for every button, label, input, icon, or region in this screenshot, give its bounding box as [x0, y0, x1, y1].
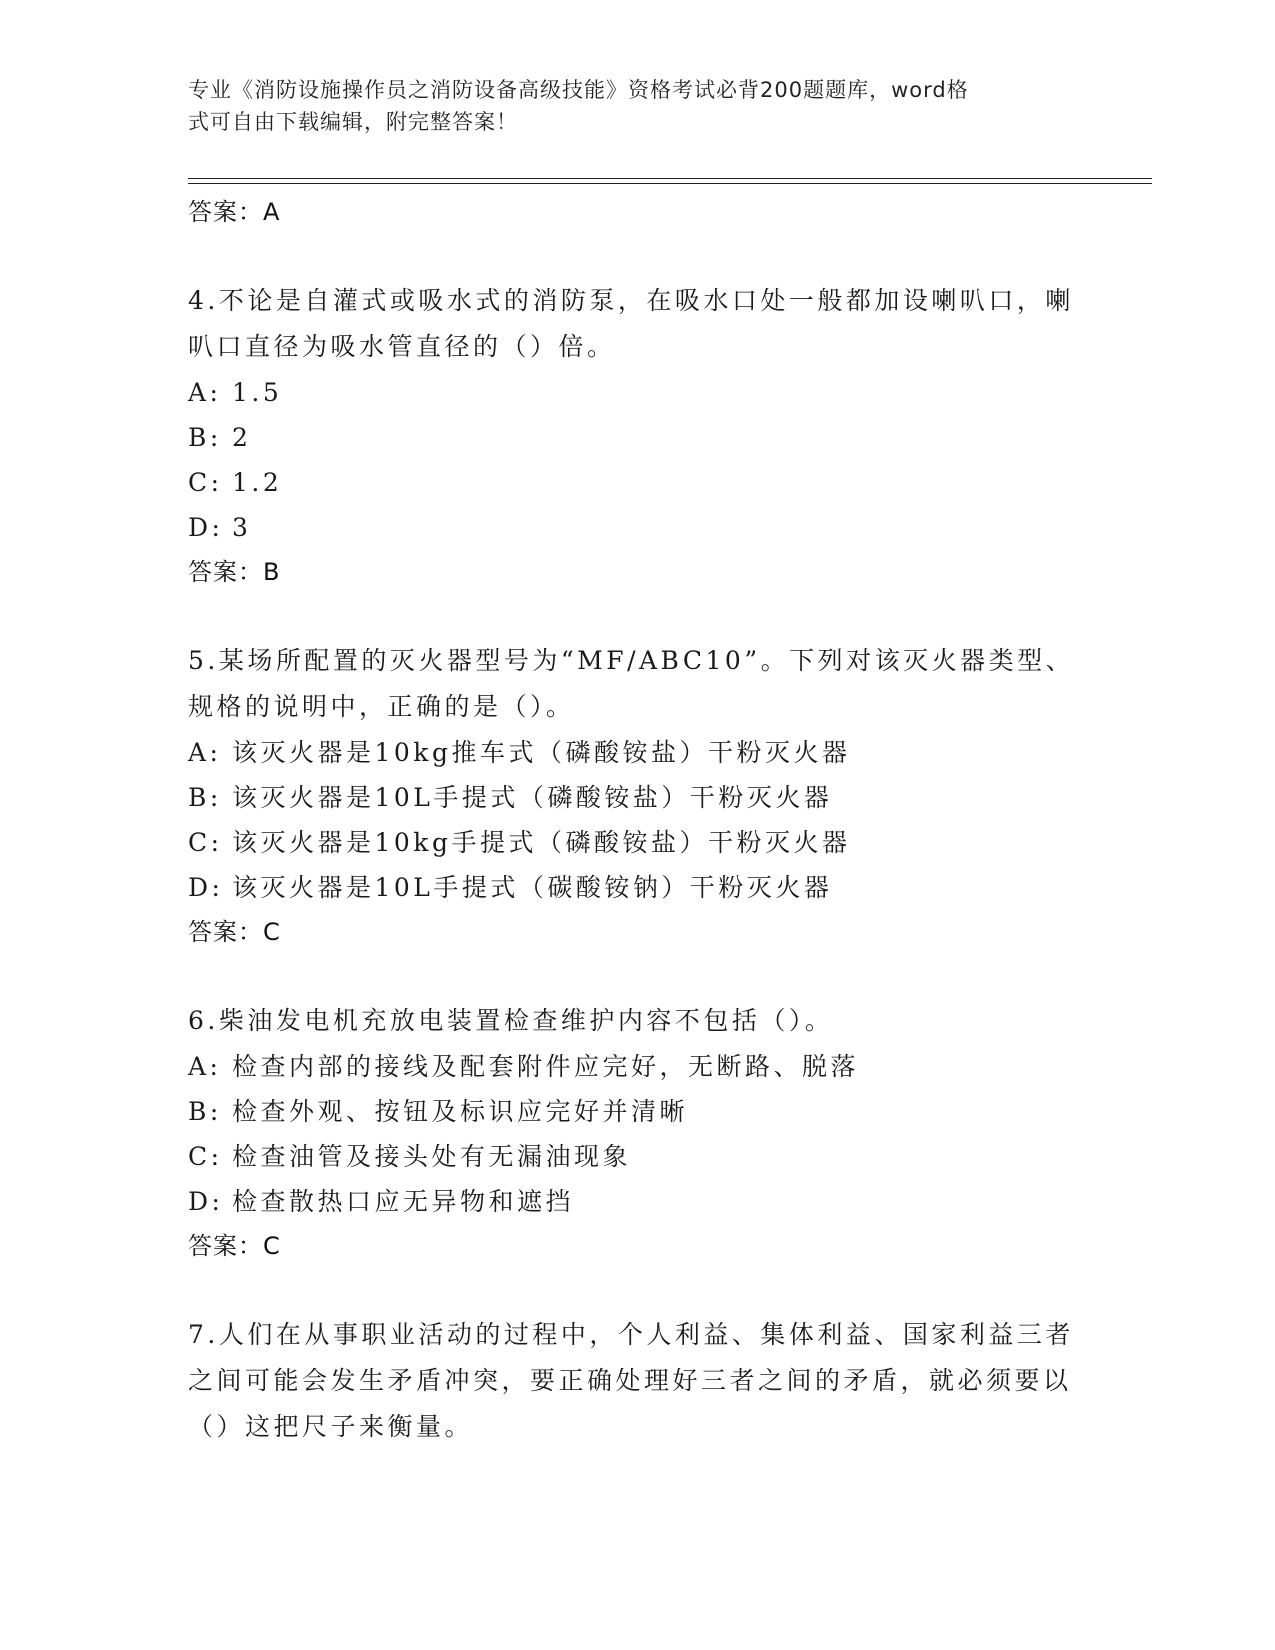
header-line-1: 专业《消防设施操作员之消防设备高级技能》资格考试必背200题题库，word格 [188, 78, 969, 102]
question-4 [188, 278, 1088, 594]
option-key: C: [188, 828, 223, 857]
option-d [188, 505, 1088, 550]
answer-line: 答案：A [188, 198, 281, 226]
option-b [188, 1089, 1088, 1134]
question-list [188, 190, 1088, 1450]
answer-line: 答案：C [188, 918, 281, 946]
question-6 [188, 998, 1088, 1268]
option-a [188, 730, 1088, 775]
option-c [188, 460, 1088, 505]
option-key: C: [188, 1142, 223, 1171]
option-text: 检查内部的接线及配套附件应完好，无断路、脱落 [232, 1052, 860, 1081]
document-header [188, 74, 1068, 138]
option-key: B: [188, 1097, 222, 1126]
question-stem: 4.不论是自灌式或吸水式的消防泵，在吸水口处一般都加设喇叭口，喇叭口直径为吸水管直径的（）倍。 [188, 286, 1074, 361]
option-text: 检查外观、按钮及标识应完好并清晰 [232, 1097, 689, 1126]
question-5 [188, 638, 1088, 954]
option-text: 检查油管及接头处有无漏油现象 [232, 1142, 632, 1171]
question-stem: 5.某场所配置的灭火器型号为“MF/ABC10”。下列对该灭火器类型、规格的说明中，正确的是（）。 [188, 646, 1075, 721]
option-text: 该灭火器是10kg推车式（磷酸铵盐）干粉灭火器 [232, 738, 851, 767]
option-text: 2 [232, 423, 252, 452]
option-key: D: [188, 873, 224, 902]
option-c [188, 820, 1088, 865]
option-a [188, 370, 1088, 415]
header-divider-top [188, 178, 1152, 179]
question-stem: 6.柴油发电机充放电装置检查维护内容不包括（）。 [188, 1006, 834, 1035]
option-text: 该灭火器是10L手提式（磷酸铵盐）干粉灭火器 [232, 783, 833, 812]
option-c [188, 1134, 1088, 1179]
option-text: 3 [232, 513, 252, 542]
option-key: A: [188, 738, 222, 767]
option-key: A: [188, 378, 222, 407]
option-key: B: [188, 423, 222, 452]
question-7 [188, 1312, 1088, 1450]
option-key: C: [188, 468, 223, 497]
option-d [188, 1179, 1088, 1224]
header-line-2: 式可自由下载编辑，附完整答案！ [188, 110, 518, 134]
question-stem: 7.人们在从事职业活动的过程中，个人利益、集体利益、国家利益三者之间可能会发生矛盾冲突，要正确处理好三者之间的矛盾，就必须要以（）这把尺子来衡量。 [188, 1320, 1074, 1441]
option-key: A: [188, 1052, 222, 1081]
option-key: D: [188, 1187, 224, 1216]
option-text: 该灭火器是10kg手提式（磷酸铵盐）干粉灭火器 [232, 828, 851, 857]
option-b [188, 775, 1088, 820]
option-text: 1.2 [232, 468, 283, 497]
option-text: 1.5 [232, 378, 283, 407]
header-divider-bottom [188, 183, 1152, 184]
answer-line: 答案：B [188, 558, 281, 586]
option-text: 该灭火器是10L手提式（碳酸铵钠）干粉灭火器 [232, 873, 833, 902]
option-key: B: [188, 783, 222, 812]
option-key: D: [188, 513, 224, 542]
option-text: 检查散热口应无异物和遮挡 [232, 1187, 575, 1216]
option-d [188, 865, 1088, 910]
answer-line: 答案：C [188, 1232, 281, 1260]
option-a [188, 1044, 1088, 1089]
option-b [188, 415, 1088, 460]
